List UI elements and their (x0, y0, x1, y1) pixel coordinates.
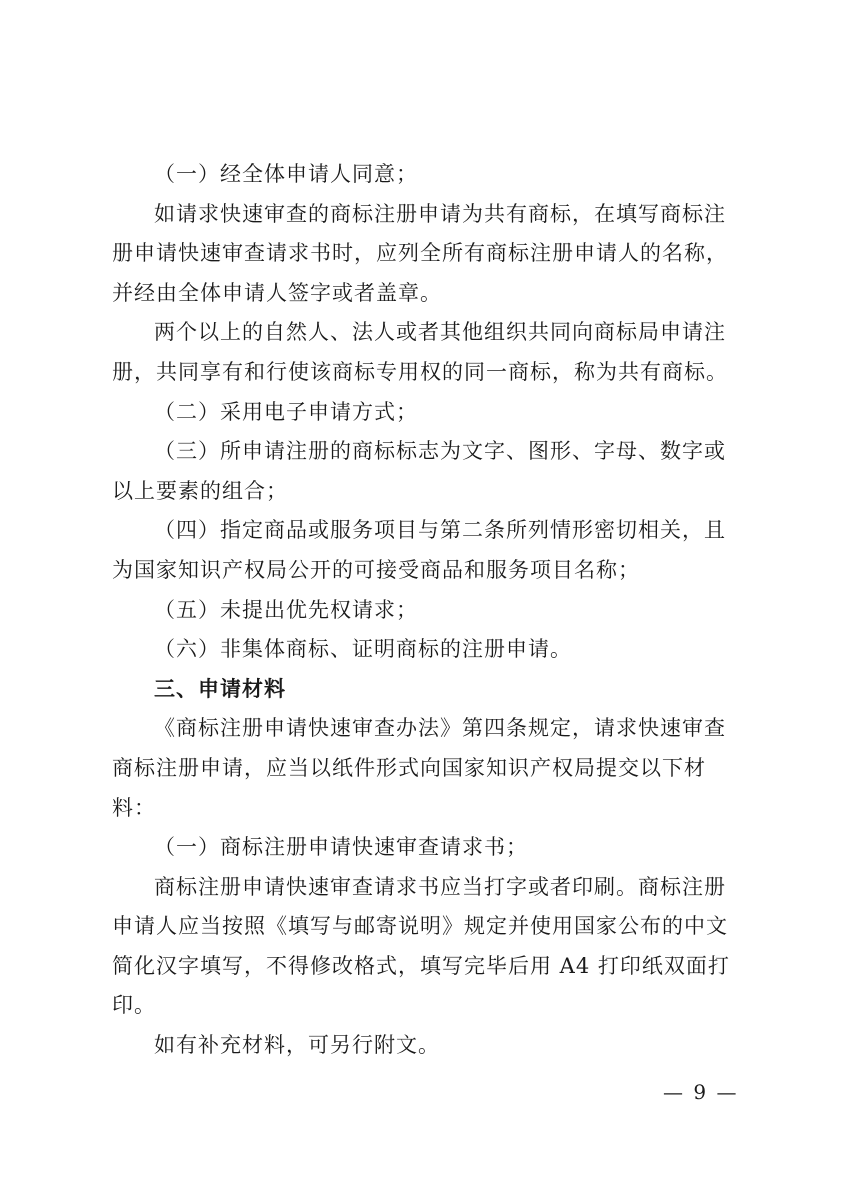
paragraph-supplementary: 如有补充材料，可另行附文。 (154, 1033, 440, 1058)
paragraph-condition-3: （三）所申请注册的商标标志为文字、图形、字母、数字或以上要素的组合； (112, 439, 726, 503)
paragraph-condition-4: （四）指定商品或服务项目与第二条所列情形密切相关，且为国家知识产权局公开的可接受商品和服务项目名称； (112, 518, 726, 582)
page-number: — 9 — (663, 1080, 739, 1104)
paragraph-condition-2: （二）采用电子申请方式； (154, 399, 418, 424)
section-heading: 三、申请材料 (154, 676, 286, 701)
paragraph-joint-application: 如请求快速审查的商标注册申请为共有商标，在填写商标注册申请快速审查请求书时，应列全所有商标注册申请人的名称，并经由全体申请人签字或者盖章。 (112, 201, 728, 305)
paragraph-condition-1: （一）经全体申请人同意； (154, 162, 418, 186)
paragraph-request-form-requirements: 商标注册申请快速审查请求书应当打字或者印刷。商标注册申请人应当按照《填写与邮寄说明》规定并使用国家公布的中文简化汉字填写，不得修改格式，填写完毕后用 A4 打印纸双面打印。 (112, 874, 730, 1018)
paragraph-article-4: 《商标注册申请快速审查办法》第四条规定，请求快速审查商标注册申请，应当以纸件形式向国家知识产权局提交以下材料： (112, 716, 726, 820)
paragraph-condition-6: （六）非集体商标、证明商标的注册申请。 (154, 637, 572, 662)
document-body (112, 155, 742, 1066)
paragraph-joint-trademark-definition: 两个以上的自然人、法人或者其他组织共同向商标局申请注册，共同享有和行使该商标专用权的同一商标，称为共有商标。 (112, 320, 728, 384)
paragraph-condition-5: （五）未提出优先权请求； (154, 597, 418, 622)
paragraph-material-1: （一）商标注册申请快速审查请求书； (154, 835, 528, 860)
